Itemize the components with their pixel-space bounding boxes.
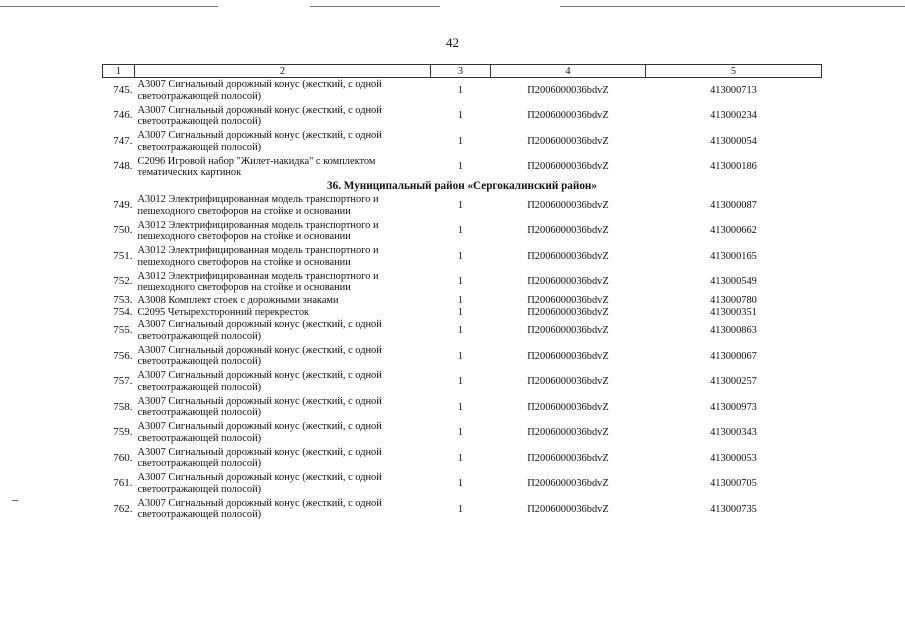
inventory-number: 413000780 — [710, 295, 757, 306]
inventory-number: 413000343 — [710, 427, 757, 439]
row-number: 752. — [113, 275, 133, 288]
row-number: 746. — [113, 109, 133, 122]
table-row — [103, 344, 822, 370]
item-quantity: 1 — [457, 503, 464, 515]
section-heading-row — [103, 180, 822, 193]
inventory-number: 413000351 — [710, 306, 757, 318]
table-row — [103, 193, 822, 219]
row-number: 754. — [113, 305, 133, 318]
inventory-number: 413000973 — [710, 401, 757, 413]
item-code: П2006000036bdvZ — [527, 306, 609, 318]
scan-margin-mark — [12, 500, 18, 501]
item-quantity: 1 — [457, 401, 464, 413]
item-quantity: 1 — [457, 135, 464, 147]
inventory-number: 413000165 — [710, 250, 757, 262]
section-heading: 36. Муниципальный район «Сергокалинский район» — [327, 179, 597, 192]
item-name: С2095 Четырехсторонний перекресток — [137, 306, 310, 318]
item-code: П2006000036bdvZ — [527, 503, 609, 515]
header-col-2: 2 — [135, 65, 431, 78]
item-quantity: 1 — [457, 350, 464, 362]
row-number: 753. — [113, 294, 133, 306]
page-number: 42 — [446, 35, 459, 50]
table-row — [103, 244, 822, 270]
item-name: А3007 Сигнальный дорожный конус (жесткий, с одной светоотражающей полосой) — [137, 319, 382, 342]
table-row — [103, 369, 822, 395]
item-name: А3007 Сигнальный дорожный конус (жесткий, с одной светоотражающей полосой) — [137, 130, 382, 153]
row-number: 762. — [113, 502, 133, 515]
item-code: П2006000036bdvZ — [527, 478, 609, 490]
item-quantity: 1 — [457, 225, 464, 237]
item-code: П2006000036bdvZ — [527, 427, 609, 439]
item-name: А3012 Электрифицированная модель транспортного и пешеходного светофоров на стойке и основании — [137, 270, 379, 294]
table-row — [103, 295, 822, 307]
item-quantity: 1 — [457, 306, 464, 318]
scan-edge-line-right — [560, 6, 905, 7]
table-row — [103, 497, 822, 523]
table-row — [103, 129, 822, 155]
item-name: А3007 Сигнальный дорожный конус (жесткий, с одной светоотражающей полосой) — [137, 104, 382, 128]
table-body-after-section — [103, 193, 822, 522]
item-code: П2006000036bdvZ — [527, 376, 609, 388]
item-name: С2096 Игровой набор "Жилет-накидка" с комплектом тематических картинок — [137, 155, 376, 179]
item-name: А3007 Сигнальный дорожный конус (жесткий, с одной светоотражающей полосой) — [137, 344, 382, 368]
scan-edge-line-mid — [310, 6, 440, 7]
item-code: П2006000036bdvZ — [527, 161, 609, 173]
item-name: А3007 Сигнальный дорожный конус (жесткий, с одной светоотражающей полосой) — [137, 370, 382, 393]
item-quantity: 1 — [457, 250, 464, 262]
inventory-number: 413000549 — [710, 276, 757, 288]
header-row — [103, 65, 822, 78]
item-quantity: 1 — [457, 199, 464, 211]
header-col-4: 4 — [491, 65, 646, 78]
row-number: 761. — [113, 477, 133, 490]
inventory-number: 413000257 — [710, 376, 757, 388]
table-header — [103, 65, 822, 78]
row-number: 758. — [113, 400, 133, 413]
item-code: П2006000036bdvZ — [527, 84, 609, 96]
item-code: П2006000036bdvZ — [527, 452, 609, 464]
inventory-number: 413000234 — [710, 110, 757, 122]
row-number: 760. — [113, 451, 133, 464]
inventory-number: 413000054 — [710, 135, 757, 147]
item-quantity: 1 — [457, 478, 464, 490]
row-number: 747. — [113, 134, 133, 147]
item-code: П2006000036bdvZ — [527, 199, 609, 211]
inventory-number: 413000705 — [710, 478, 757, 490]
item-code: П2006000036bdvZ — [527, 401, 609, 413]
table-row — [103, 270, 822, 296]
row-number: 749. — [113, 198, 133, 211]
inventory-number: 413000067 — [710, 350, 757, 362]
item-name: А3008 Комплект стоек с дорожными знаками — [137, 295, 339, 306]
item-code: П2006000036bdvZ — [527, 325, 609, 337]
item-code: П2006000036bdvZ — [527, 135, 609, 147]
item-code: П2006000036bdvZ — [527, 276, 609, 288]
inventory-number: 413000053 — [710, 452, 757, 464]
item-quantity: 1 — [457, 427, 464, 439]
row-number: 751. — [113, 249, 133, 262]
inventory-number: 413000713 — [710, 84, 757, 96]
item-quantity: 1 — [457, 295, 464, 306]
item-name: А3007 Сигнальный дорожный конус (жесткий, с одной светоотражающей полосой) — [137, 395, 382, 419]
item-name: А3012 Электрифицированная модель транспортного и пешеходного светофоров на стойке и основании — [137, 245, 379, 268]
item-code: П2006000036bdvZ — [527, 225, 609, 237]
table-row — [103, 155, 822, 181]
table-body-before-section — [103, 78, 822, 181]
item-quantity: 1 — [457, 110, 464, 122]
item-name: А3007 Сигнальный дорожный конус (жесткий, с одной светоотражающей полосой) — [137, 421, 382, 444]
table-row — [103, 420, 822, 446]
item-name: А3012 Электрифицированная модель транспортного и пешеходного светофоров на стойке и основании — [137, 219, 379, 243]
item-quantity: 1 — [457, 276, 464, 288]
item-name: А3007 Сигнальный дорожный конус (жесткий, с одной светоотражающей полосой) — [137, 79, 382, 102]
table-row — [103, 219, 822, 245]
table-row — [103, 318, 822, 344]
item-quantity: 1 — [457, 84, 464, 96]
inventory-table — [102, 64, 822, 522]
inventory-number: 413000735 — [710, 503, 757, 515]
header-col-1: 1 — [103, 65, 135, 78]
row-number: 745. — [113, 83, 133, 96]
row-number: 759. — [113, 426, 133, 439]
item-quantity: 1 — [457, 161, 464, 173]
inventory-number: 413000186 — [710, 161, 757, 173]
item-quantity: 1 — [457, 452, 464, 464]
item-code: П2006000036bdvZ — [527, 250, 609, 262]
item-name: А3012 Электрифицированная модель транспортного и пешеходного светофоров на стойке и основании — [137, 194, 379, 217]
header-col-5: 5 — [646, 65, 822, 78]
table-row — [103, 446, 822, 472]
table-row — [103, 307, 822, 319]
item-quantity: 1 — [457, 376, 464, 388]
inventory-number: 413000863 — [710, 325, 757, 337]
table-row — [103, 78, 822, 104]
item-code: П2006000036bdvZ — [527, 350, 609, 362]
table-row — [103, 104, 822, 130]
header-col-3: 3 — [431, 65, 491, 78]
item-name: А3007 Сигнальный дорожный конус (жесткий, с одной светоотражающей полосой) — [137, 446, 382, 470]
inventory-number: 413000087 — [710, 199, 757, 211]
item-code: П2006000036bdvZ — [527, 110, 609, 122]
section-heading-body — [103, 180, 822, 193]
row-number: 750. — [113, 224, 133, 237]
item-code: П2006000036bdvZ — [527, 295, 609, 306]
row-number: 757. — [113, 375, 133, 388]
inventory-number: 413000662 — [710, 225, 757, 237]
scan-edge-line-left — [0, 6, 218, 7]
row-number: 748. — [113, 160, 133, 173]
item-quantity: 1 — [457, 325, 464, 337]
table-row — [103, 471, 822, 497]
item-name: А3007 Сигнальный дорожный конус (жесткий, с одной светоотражающей полосой) — [137, 472, 382, 495]
row-number: 755. — [113, 324, 133, 337]
row-number: 756. — [113, 349, 133, 362]
item-name: А3007 Сигнальный дорожный конус (жесткий, с одной светоотражающей полосой) — [137, 497, 382, 521]
table-row — [103, 395, 822, 421]
